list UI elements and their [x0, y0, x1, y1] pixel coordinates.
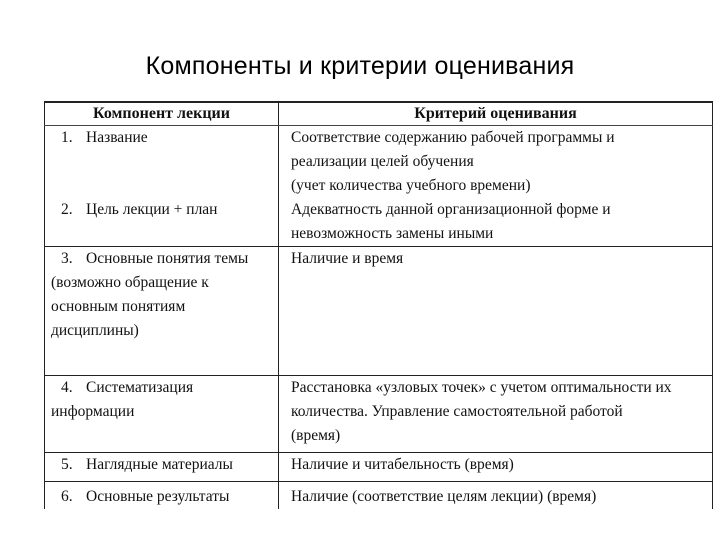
component-cell — [45, 453, 279, 482]
page-title: Компоненты и критерии оценивания — [145, 52, 575, 80]
component-text-cont: основным понятиям — [51, 298, 186, 315]
component-cell — [45, 126, 279, 199]
criterion-line: (учет количества учебного времени) — [291, 177, 531, 194]
component-text-cont: дисциплины) — [51, 322, 139, 339]
component-cell — [45, 247, 279, 376]
component-text-cont: информации — [51, 403, 135, 420]
criterion-line: невозможность замены иными — [291, 225, 494, 242]
table-row — [45, 453, 713, 482]
component-text: Основные понятия темы — [86, 250, 249, 267]
table-row — [45, 376, 713, 453]
criterion-line: Адекватность данной организационной формe и — [291, 201, 611, 218]
item-number: 6. — [61, 488, 73, 505]
criterion-line: Соответствие содержанию рабочей программы и — [291, 129, 615, 146]
criterion-line: (время) — [291, 427, 341, 444]
component-cell — [45, 198, 279, 247]
criterion-cell — [279, 376, 713, 453]
item-number: 4. — [61, 379, 73, 396]
component-text-cont: (возможно обращение к — [51, 274, 209, 291]
criterion-line: Наличие и читабельность (время) — [291, 456, 514, 473]
component-cell — [45, 482, 279, 510]
criterion-line: реализации целей обучения — [291, 153, 474, 170]
item-number: 5. — [61, 456, 73, 473]
criterion-cell — [279, 198, 713, 247]
criterion-line: Расстановка «узловых точек» с учетом оптимальности их — [291, 379, 672, 396]
component-text: Цель лекции + план — [86, 201, 218, 218]
component-text: Наглядные материалы — [86, 456, 233, 473]
criterion-line: Наличие и время — [291, 250, 404, 267]
criterion-cell — [279, 453, 713, 482]
table-row — [45, 126, 713, 199]
criterion-cell — [279, 482, 713, 510]
item-number: 1. — [61, 129, 73, 146]
criterion-line: количества. Управление самостоятельной работой — [291, 403, 623, 420]
item-number: 2. — [61, 201, 73, 218]
criterion-cell — [279, 247, 713, 376]
item-number: 3. — [61, 250, 73, 267]
header-component: Компонент лекции — [45, 102, 279, 126]
component-text: Систематизация — [86, 379, 194, 396]
table-row — [45, 247, 713, 376]
header-criterion: Критерий оценивания — [279, 102, 713, 126]
component-text: Основные результаты — [86, 488, 230, 505]
criteria-table-container — [44, 101, 712, 505]
component-text: Название — [86, 129, 148, 146]
component-cell — [45, 376, 279, 453]
table-row — [45, 482, 713, 510]
criteria-table — [44, 101, 713, 509]
table-header-row — [45, 102, 713, 126]
criterion-cell — [279, 126, 713, 199]
table-row — [45, 198, 713, 247]
criterion-line: Наличие (соответствие целям лекции) (время) — [291, 488, 597, 505]
